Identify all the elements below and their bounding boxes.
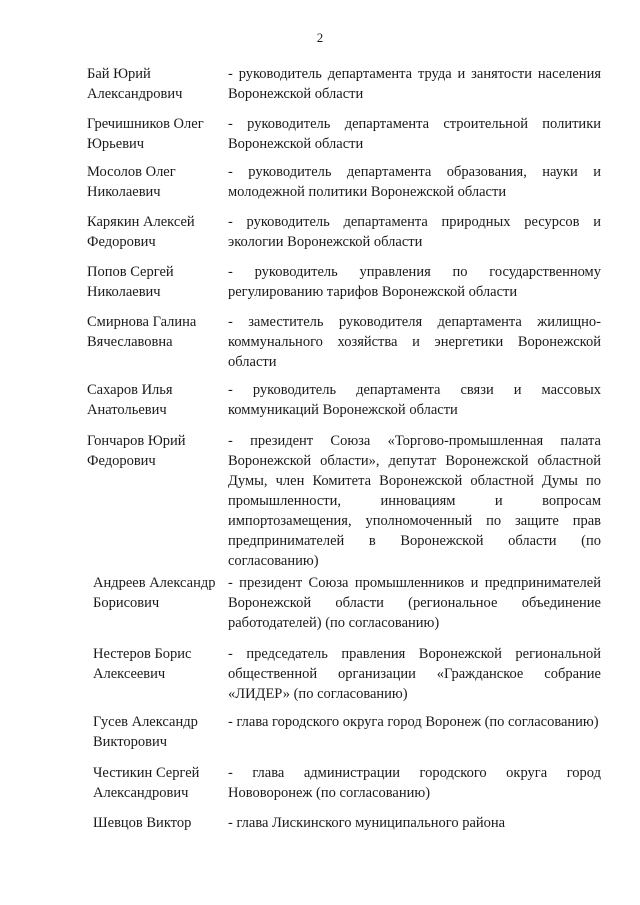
- person-name: Андреев Александр Борисович: [93, 575, 216, 611]
- person-position: - президент Союза «Торгово-промышленная палата Воронежской области», депутат Воронежской областной Думы, член Комитета Воронежской областной Думы по промышленности, инновациям и вопросам импортозамещения, уполномоченный по защите прав предпринимателей в Воронежской области (по согласованию): [228, 433, 601, 569]
- person-name: Сахаров Илья Анатольевич: [87, 382, 173, 418]
- person-name: Нестеров Борис Алексеевич: [93, 646, 192, 682]
- person-position: - руководитель департамента образования, науки и молодежной политики Воронежской области: [228, 164, 601, 200]
- person-position: - руководитель департамента строительной политики Воронежской области: [228, 116, 601, 152]
- person-position: - руководитель департамента природных ресурсов и экологии Воронежской области: [228, 214, 601, 250]
- person-position: - президент Союза промышленников и предпринимателей Воронежской области (региональное объединение работодателей) (по согласованию): [228, 575, 601, 631]
- person-position: - глава администрации городского округа город Нововоронеж (по согласованию): [228, 765, 601, 801]
- page-number: 2: [316, 30, 324, 45]
- person-name: Честикин Сергей Александрович: [93, 765, 200, 801]
- person-name: Гусев Александр Викторович: [93, 714, 198, 750]
- person-position: - глава городского округа город Воронеж (по согласованию): [228, 714, 599, 730]
- person-position: - заместитель руководителя департамента жилищно-коммунального хозяйства и энергетики Воронежской области: [228, 314, 601, 370]
- person-position: - руководитель управления по государственному регулированию тарифов Воронежской области: [228, 264, 601, 300]
- person-name: Карякин Алексей Федорович: [87, 214, 195, 250]
- person-name: Шевцов Виктор: [93, 815, 192, 831]
- person-position: - председатель правления Воронежской региональной общественной организации «Гражданское собрание «ЛИДЕР» (по согласованию): [228, 646, 601, 702]
- person-position: - руководитель департамента связи и массовых коммуникаций Воронежской области: [228, 382, 601, 418]
- person-name: Мосолов Олег Николаевич: [87, 164, 176, 200]
- person-name: Смирнова Галина Вячеславовна: [87, 314, 197, 350]
- person-position: - руководитель департамента труда и занятости населения Воронежской области: [228, 66, 601, 102]
- person-position: - глава Лискинского муниципального района: [228, 815, 506, 831]
- person-name: Гречишников Олег Юрьевич: [87, 116, 204, 152]
- person-name: Бай Юрий Александрович: [87, 66, 183, 102]
- person-name: Попов Сергей Николаевич: [87, 264, 174, 300]
- person-name: Гончаров Юрий Федорович: [87, 433, 186, 469]
